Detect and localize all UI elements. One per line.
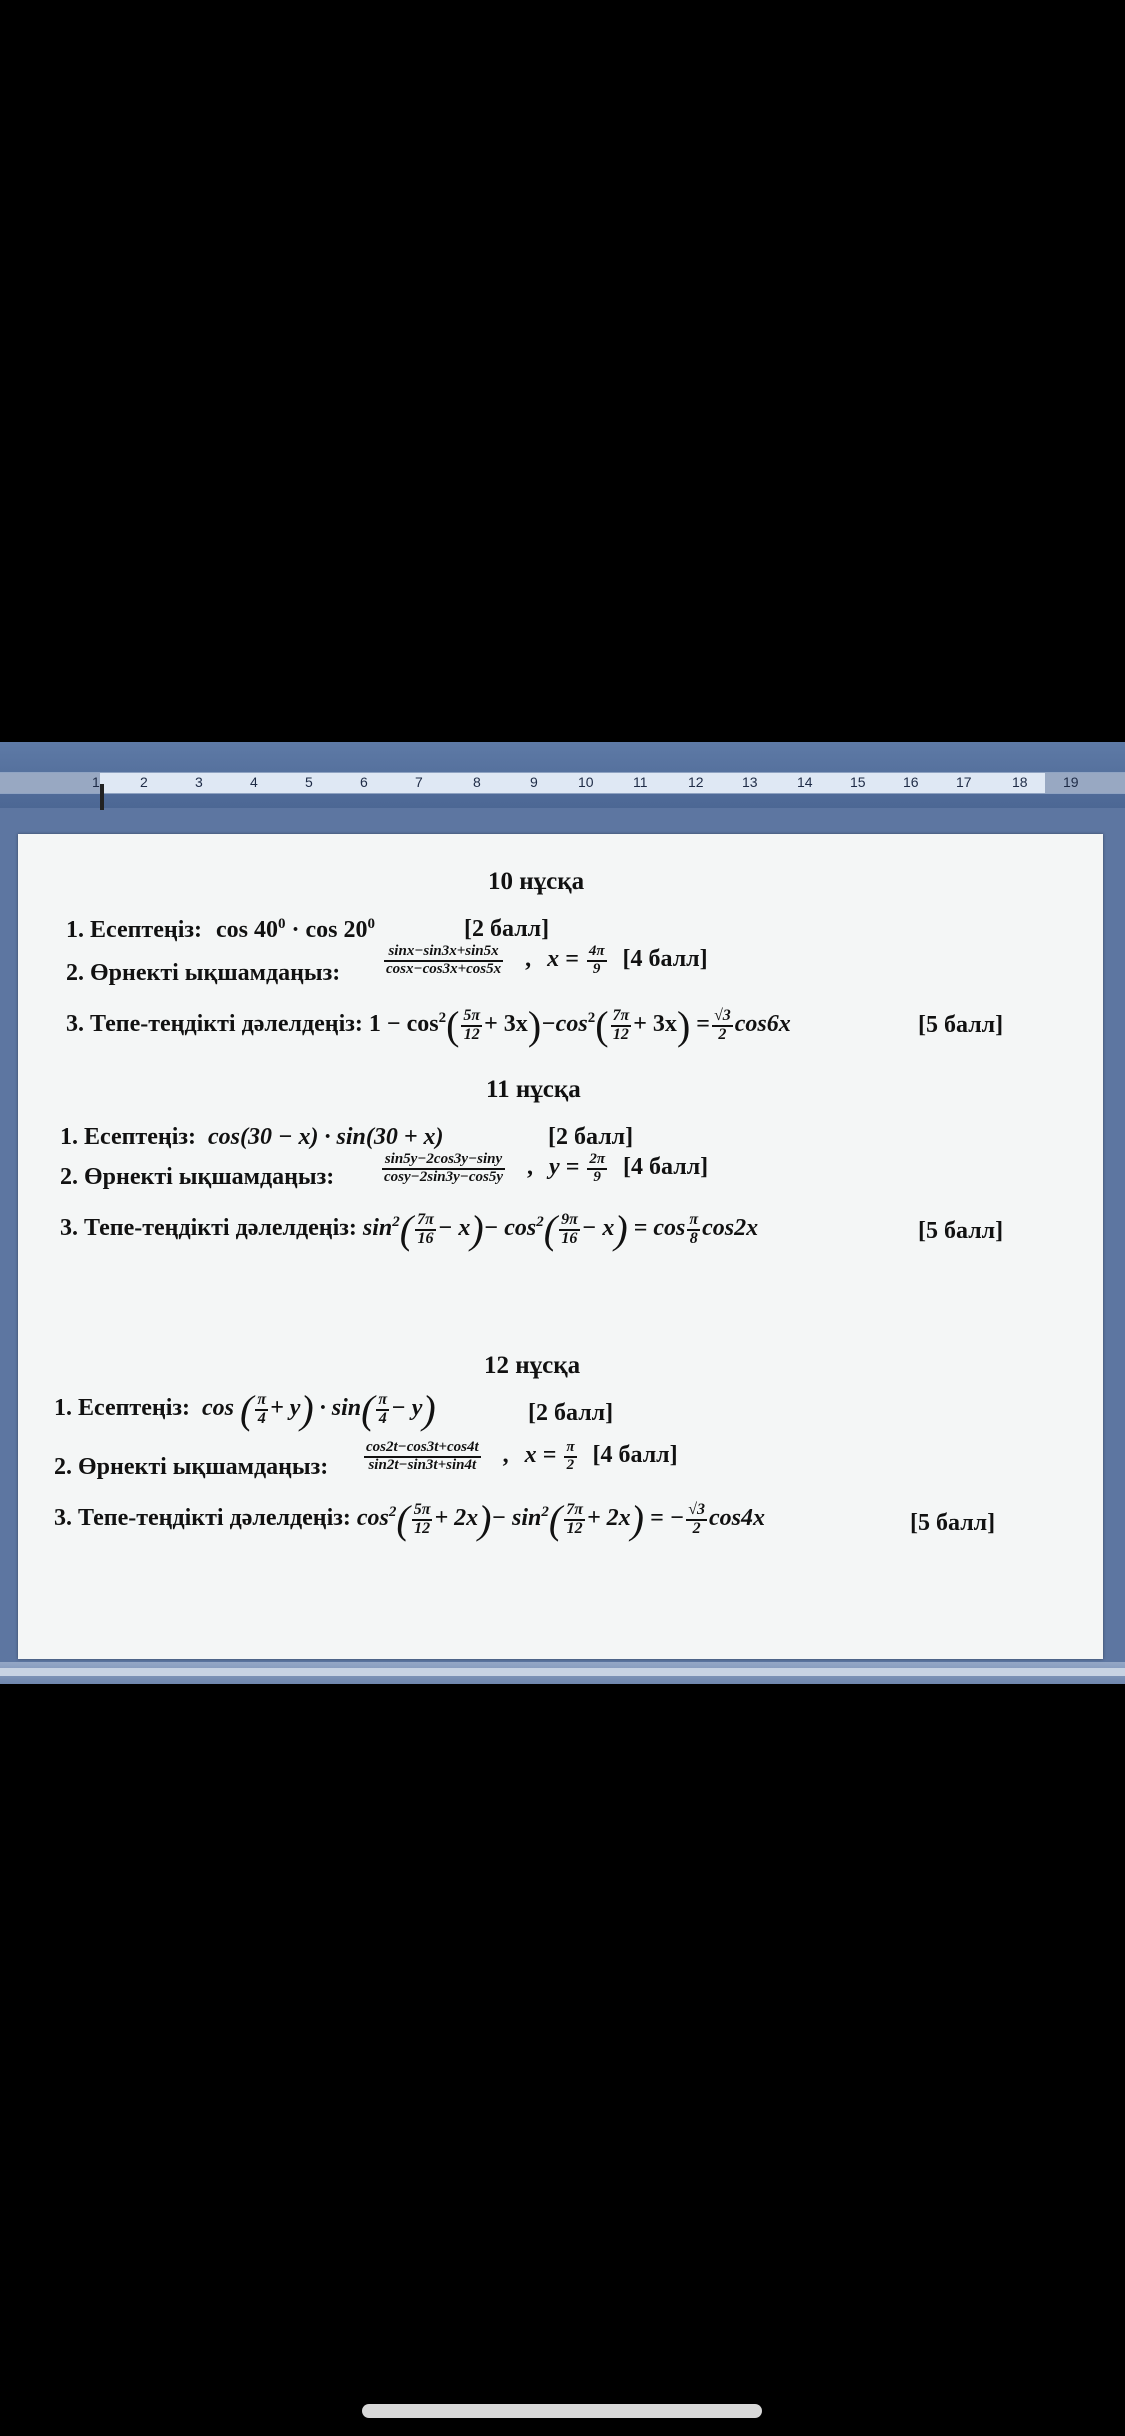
task-label: Тепе-теңдікті дәлелдеңіз:	[78, 1505, 351, 1532]
task-score: [2 балл]	[464, 916, 550, 942]
task-fraction: $\frac{\sin 5y-2\cos 3y-\sin y}{\cos y-2\sin 3y-\cos 5y}$ , y = $\frac{2\pi}{9}$ [4 балл]	[384, 1151, 709, 1185]
task-line	[60, 1206, 758, 1253]
ruler-number: 13	[742, 774, 758, 790]
ruler-number: 16	[903, 774, 919, 790]
ruler-number: 4	[250, 774, 258, 790]
task-line	[66, 1002, 791, 1049]
variant-heading: 11 нұсқа	[486, 1076, 581, 1103]
ruler-number: 9	[530, 774, 538, 790]
task-line	[60, 1164, 334, 1191]
ruler-number: 17	[956, 774, 972, 790]
horizontal-scrollbar[interactable]	[0, 1662, 1125, 1684]
task-score: [4 балл]	[592, 1442, 678, 1469]
ruler-number: 3	[195, 774, 203, 790]
ruler-number: 10	[578, 774, 594, 790]
task-score: [5 балл]	[918, 1012, 1004, 1038]
scrollbar-track[interactable]	[0, 1668, 1125, 1676]
task-line	[66, 916, 375, 944]
ruler-margin-right	[1045, 773, 1125, 793]
ruler-number: 7	[415, 774, 423, 790]
task-number: 1.	[54, 1395, 72, 1422]
task-score: [2 балл]	[528, 1400, 614, 1426]
task-score: [5 балл]	[918, 1218, 1004, 1244]
task-score: [4 балл]	[623, 1154, 709, 1181]
task-label: Өрнекті ықшамдаңыз:	[78, 1454, 329, 1480]
ruler-number: 11	[633, 774, 648, 790]
task-expression: $\cos 40^0 \cdot \cos 20^0$	[216, 916, 376, 943]
task-line	[66, 960, 340, 987]
task-line	[54, 1454, 328, 1481]
task-expression: $\cos^2$( $\frac{5\pi}{12}$ + $2x)- \sin^2$( $\frac{7\pi}{12}$ + 2x) = − $\frac{√3}{2}$ cos4x	[356, 1497, 765, 1542]
task-line	[54, 1496, 765, 1543]
task-label: Тепе-теңдікті дәлелдеңіз:	[84, 1215, 357, 1242]
ruler-number: 6	[360, 774, 368, 790]
task-number: 1.	[66, 917, 84, 943]
task-expression: cos(30 − x) · sin(30 + x)	[208, 1124, 444, 1150]
variant-heading: 10 нұсқа	[488, 868, 585, 895]
ruler-number: 15	[850, 774, 866, 790]
home-indicator[interactable]	[362, 2404, 762, 2418]
task-label: Есептеңіз:	[90, 917, 203, 943]
task-number: 2.	[54, 1454, 72, 1480]
variant-heading: 12 нұсқа	[484, 1352, 581, 1379]
ruler-number: 14	[797, 774, 813, 790]
ruler-area	[0, 742, 1125, 808]
task-label: Өрнекті ықшамдаңыз:	[90, 960, 341, 986]
ruler-number: 12	[688, 774, 704, 790]
task-expression: $\sin^2$( $\frac{7\pi}{16}$ − $x)- \cos^2$( $\frac{9\pi}{16}$ − x) = cos $\frac{\pi}{8}$ cos2x	[362, 1207, 759, 1252]
task-label: Есептеңіз:	[78, 1395, 191, 1422]
ruler-number: 2	[140, 774, 148, 790]
task-fraction: $\frac{\sin x-\sin 3x+\sin 5x}{\cos x-\cos 3x+\cos 5x}$ , x = $\frac{4\pi}{9}$ [4 балл]	[386, 943, 708, 977]
task-number: 3.	[66, 1011, 84, 1038]
ruler-margin-left	[0, 773, 100, 793]
task-number: 3.	[60, 1215, 78, 1242]
task-label: Өрнекті ықшамдаңыз:	[84, 1164, 335, 1190]
indent-marker[interactable]	[100, 784, 104, 810]
task-label: Тепе-теңдікті дәлелдеңіз:	[90, 1011, 363, 1038]
task-expression: cos ( $\frac{\pi}{4}$ + y) · sin( $\frac{\pi}{4}$ − y)	[202, 1387, 436, 1432]
word-window	[0, 742, 1125, 1684]
task-line	[54, 1386, 436, 1433]
ruler-number: 18	[1012, 774, 1028, 790]
task-number: 1.	[60, 1124, 78, 1150]
task-fraction: $\frac{\cos 2t-\cos 3t+\cos 4t}{\sin 2t-\sin 3t+\sin 4t}$ , x = $\frac{\pi}{2}$ [4 балл]	[366, 1439, 678, 1473]
ruler-number: 8	[473, 774, 481, 790]
task-number: 2.	[66, 960, 84, 986]
ruler-number: 19	[1063, 774, 1079, 790]
task-number: 3.	[54, 1505, 72, 1532]
ruler-number: 1	[92, 774, 100, 790]
task-score: [4 балл]	[622, 946, 708, 973]
task-score: [5 балл]	[910, 1510, 996, 1536]
task-line	[60, 1124, 444, 1151]
task-score: [2 балл]	[548, 1124, 634, 1150]
horizontal-ruler[interactable]	[0, 772, 1125, 794]
task-number: 2.	[60, 1164, 78, 1190]
document-page[interactable]	[18, 834, 1103, 1659]
task-label: Есептеңіз:	[84, 1124, 197, 1150]
task-expression: $1 - \cos^2$( $\frac{5\pi}{12}$ + $3x)-\cos^2$( $\frac{7\pi}{12}$ + 3x) = $\frac{√3}{2}$ cos6x	[368, 1003, 791, 1048]
ruler-number: 5	[305, 774, 313, 790]
